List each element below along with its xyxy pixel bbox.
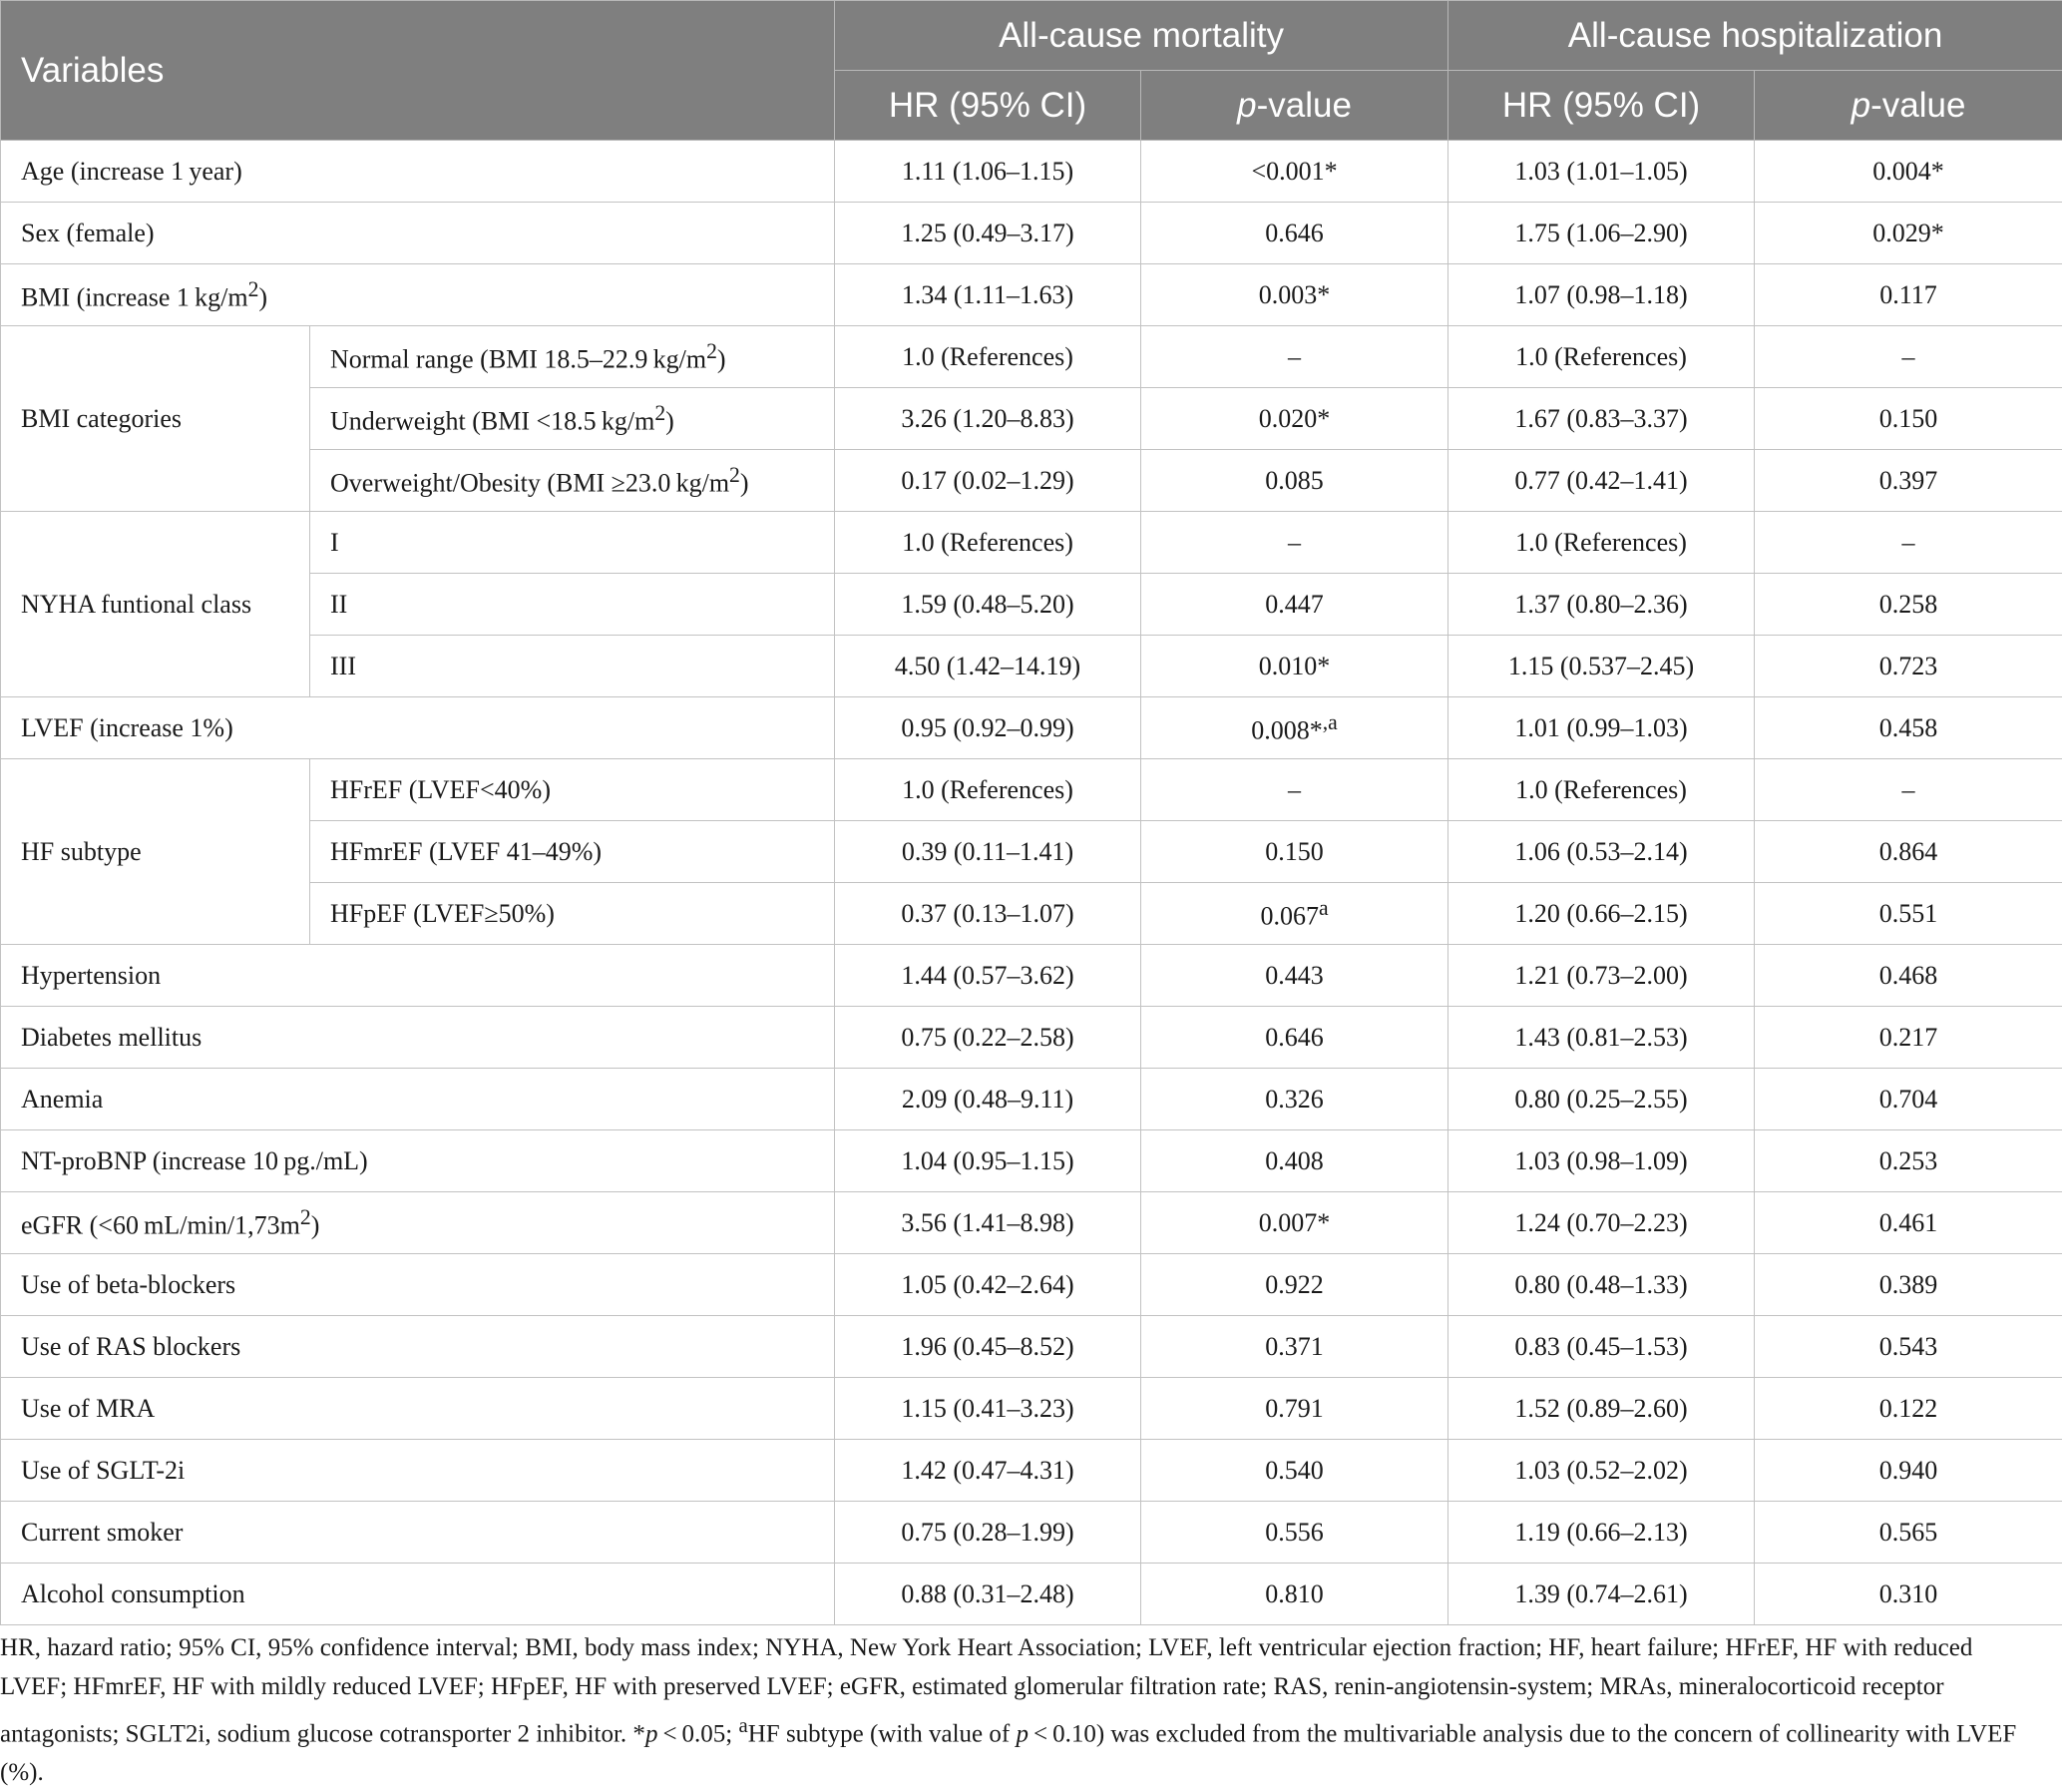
mortality-p-cell: 0.646 xyxy=(1141,203,1448,264)
mortality-hr-cell: 1.15 (0.41–3.23) xyxy=(835,1378,1141,1440)
table-row xyxy=(1,883,2062,945)
hospitalization-hr-cell: 1.67 (0.83–3.37) xyxy=(1448,388,1755,450)
mortality-group-header: All-cause mortality xyxy=(835,1,1448,71)
row-label: Overweight/Obesity (BMI ≥23.0 $kg/m^2$) xyxy=(310,450,835,512)
mortality-hr-cell: 1.59 (0.48–5.20) xyxy=(835,574,1141,636)
mortality-hr-cell: 1.04 (0.95–1.15) xyxy=(835,1130,1141,1192)
mortality-hr-header: HR (95% CI) xyxy=(835,71,1141,141)
group-label: HF subtype xyxy=(1,759,310,945)
hospitalization-hr-cell: 0.80 (0.25–2.55) xyxy=(1448,1069,1755,1130)
table-row xyxy=(1,1069,2062,1130)
mortality-hr-cell: 3.26 (1.20–8.83) xyxy=(835,388,1141,450)
mortality-hr-cell: 1.96 (0.45–8.52) xyxy=(835,1316,1141,1378)
row-label: Use of MRA xyxy=(1,1378,835,1440)
row-label: Use of RAS blockers xyxy=(1,1316,835,1378)
mortality-hr-cell: 0.95 (0.92–0.99) xyxy=(835,697,1141,759)
hospitalization-p-cell: 0.029* xyxy=(1755,203,2062,264)
row-label: LVEF (increase 1%) xyxy=(1,697,835,759)
mortality-hr-cell: 1.25 (0.49–3.17) xyxy=(835,203,1141,264)
mortality-hr-cell: 0.75 (0.22–2.58) xyxy=(835,1007,1141,1069)
mortality-hr-cell: 1.11 (1.06–1.15) xyxy=(835,141,1141,203)
row-label: Sex (female) xyxy=(1,203,835,264)
hospitalization-p-cell: 0.122 xyxy=(1755,1378,2062,1440)
hospitalization-p-cell: 0.864 xyxy=(1755,821,2062,883)
mortality-p-cell: 0.556 xyxy=(1141,1502,1448,1564)
mortality-p-cell: 0.085 xyxy=(1141,450,1448,512)
mortality-p-cell: <0.001* xyxy=(1141,141,1448,203)
table-row xyxy=(1,450,2062,512)
hospitalization-hr-cell: 1.20 (0.66–2.15) xyxy=(1448,883,1755,945)
table-row xyxy=(1,1192,2062,1254)
table-row xyxy=(1,636,2062,697)
mortality-p-cell: 0.150 xyxy=(1141,821,1448,883)
hospitalization-p-cell: 0.940 xyxy=(1755,1440,2062,1502)
hospitalization-p-cell: 0.004* xyxy=(1755,141,2062,203)
mortality-p-cell: 0.067$^a$ xyxy=(1141,883,1448,945)
hospitalization-hr-cell: 0.80 (0.48–1.33) xyxy=(1448,1254,1755,1316)
table-row xyxy=(1,141,2062,203)
mortality-hr-cell: 1.05 (0.42–2.64) xyxy=(835,1254,1141,1316)
hospitalization-p-cell: 0.461 xyxy=(1755,1192,2062,1254)
hospitalization-p-header: p-value xyxy=(1755,71,2062,141)
mortality-p-cell: 0.008*$^{,a}$ xyxy=(1141,697,1448,759)
hospitalization-hr-cell: 1.0 (References) xyxy=(1448,512,1755,574)
hospitalization-p-cell: 0.258 xyxy=(1755,574,2062,636)
row-label: HFrEF (LVEF<40%) xyxy=(310,759,835,821)
mortality-hr-cell: 0.37 (0.13–1.07) xyxy=(835,883,1141,945)
mortality-hr-cell: 0.39 (0.11–1.41) xyxy=(835,821,1141,883)
hospitalization-p-cell: 0.704 xyxy=(1755,1069,2062,1130)
table-row xyxy=(1,697,2062,759)
mortality-p-cell: 0.646 xyxy=(1141,1007,1448,1069)
hospitalization-p-cell: – xyxy=(1755,512,2062,574)
hospitalization-hr-cell: 1.43 (0.81–2.53) xyxy=(1448,1007,1755,1069)
row-label: Normal range (BMI 18.5–22.9 $kg/m^2$) xyxy=(310,326,835,388)
mortality-p-cell: – xyxy=(1141,759,1448,821)
table-row xyxy=(1,1254,2062,1316)
mortality-p-cell: 0.810 xyxy=(1141,1564,1448,1625)
row-label: Use of SGLT-2i xyxy=(1,1440,835,1502)
table-row xyxy=(1,512,2062,574)
mortality-hr-cell: 0.75 (0.28–1.99) xyxy=(835,1502,1141,1564)
mortality-p-cell: 0.003* xyxy=(1141,264,1448,326)
hospitalization-p-cell: 0.389 xyxy=(1755,1254,2062,1316)
mortality-p-cell: 0.540 xyxy=(1141,1440,1448,1502)
table-row xyxy=(1,264,2062,326)
row-label: NT-proBNP (increase 10 pg./mL) xyxy=(1,1130,835,1192)
hospitalization-hr-cell: 0.83 (0.45–1.53) xyxy=(1448,1316,1755,1378)
mortality-hr-cell: 1.0 (References) xyxy=(835,759,1141,821)
row-label: III xyxy=(310,636,835,697)
variables-header: Variables xyxy=(1,1,835,141)
group-label: NYHA funtional class xyxy=(1,512,310,697)
row-label: Use of beta-blockers xyxy=(1,1254,835,1316)
mortality-p-cell: 0.007* xyxy=(1141,1192,1448,1254)
table-row xyxy=(1,1502,2062,1564)
row-label: HFpEF (LVEF≥50%) xyxy=(310,883,835,945)
table-row xyxy=(1,1130,2062,1192)
mortality-p-cell: 0.408 xyxy=(1141,1130,1448,1192)
hospitalization-p-cell: – xyxy=(1755,759,2062,821)
hospitalization-hr-cell: 1.52 (0.89–2.60) xyxy=(1448,1378,1755,1440)
hospitalization-p-cell: 0.543 xyxy=(1755,1316,2062,1378)
hospitalization-group-header: All-cause hospitalization xyxy=(1448,1,2062,71)
table-row xyxy=(1,759,2062,821)
mortality-p-header: p-value xyxy=(1141,71,1448,141)
mortality-hr-cell: 1.42 (0.47–4.31) xyxy=(835,1440,1141,1502)
mortality-hr-cell: 1.0 (References) xyxy=(835,512,1141,574)
table-row xyxy=(1,1378,2062,1440)
row-label: Underweight (BMI <18.5 $kg/m^2$) xyxy=(310,388,835,450)
table-row xyxy=(1,326,2062,388)
mortality-p-cell: 0.020* xyxy=(1141,388,1448,450)
mortality-hr-cell: 1.34 (1.11–1.63) xyxy=(835,264,1141,326)
table-row xyxy=(1,1316,2062,1378)
hospitalization-p-cell: 0.397 xyxy=(1755,450,2062,512)
hospitalization-p-cell: 0.551 xyxy=(1755,883,2062,945)
row-label: eGFR (<60 $mL/\min/1,73m^2$) xyxy=(1,1192,835,1254)
hospitalization-p-cell: 0.310 xyxy=(1755,1564,2062,1625)
mortality-hr-cell: 2.09 (0.48–9.11) xyxy=(835,1069,1141,1130)
hospitalization-p-cell: 0.217 xyxy=(1755,1007,2062,1069)
hospitalization-hr-header: HR (95% CI) xyxy=(1448,71,1755,141)
mortality-p-cell: 0.371 xyxy=(1141,1316,1448,1378)
table-footnote: HR, hazard ratio; 95% CI, 95% confidence interval; BMI, body mass index; NYHA, New York Heart Association; LVEF, left ventricular ejection fraction; HF, heart failure; HFrEF, HF with reduced LVEF; HFmrEF, HF with mildly reduced LVEF; HFpEF, HF with preserved LVEF; eGFR, estimated glomerular filtration rate; RAS, renin-angiotensin-system; MRAs, mineralocorticoid receptor antagonists; SGLT2i, sodium glucose cotransporter 2 inhibitor. *p < 0.05; $^a$HF subtype (with value of p < 0.10) was excluded from the multivariable analysis due to the concern of collinearity with LVEF (%). xyxy=(0,1628,2045,1792)
table-row xyxy=(1,574,2062,636)
row-label: Age (increase 1 year) xyxy=(1,141,835,203)
mortality-hr-cell: 1.0 (References) xyxy=(835,326,1141,388)
hospitalization-hr-cell: 1.15 (0.537–2.45) xyxy=(1448,636,1755,697)
group-label: BMI categories xyxy=(1,326,310,512)
mortality-hr-cell: 4.50 (1.42–14.19) xyxy=(835,636,1141,697)
hospitalization-hr-cell: 1.03 (0.52–2.02) xyxy=(1448,1440,1755,1502)
table-row xyxy=(1,1440,2062,1502)
row-label: BMI (increase 1 $kg/m^2$) xyxy=(1,264,835,326)
hospitalization-p-cell: 0.150 xyxy=(1755,388,2062,450)
table-row xyxy=(1,388,2062,450)
hospitalization-p-cell: 0.117 xyxy=(1755,264,2062,326)
hospitalization-hr-cell: 1.24 (0.70–2.23) xyxy=(1448,1192,1755,1254)
row-label: I xyxy=(310,512,835,574)
row-label: II xyxy=(310,574,835,636)
table-row xyxy=(1,1007,2062,1069)
hospitalization-p-cell: 0.458 xyxy=(1755,697,2062,759)
hospitalization-hr-cell: 0.77 (0.42–1.41) xyxy=(1448,450,1755,512)
table-row xyxy=(1,821,2062,883)
row-label: Hypertension xyxy=(1,945,835,1007)
mortality-p-cell: 0.326 xyxy=(1141,1069,1448,1130)
hospitalization-hr-cell: 1.07 (0.98–1.18) xyxy=(1448,264,1755,326)
hospitalization-hr-cell: 1.03 (0.98–1.09) xyxy=(1448,1130,1755,1192)
table-row xyxy=(1,1564,2062,1625)
hospitalization-hr-cell: 1.39 (0.74–2.61) xyxy=(1448,1564,1755,1625)
row-label: Alcohol consumption xyxy=(1,1564,835,1625)
hospitalization-hr-cell: 1.0 (References) xyxy=(1448,326,1755,388)
hospitalization-hr-cell: 1.03 (1.01–1.05) xyxy=(1448,141,1755,203)
row-label: Anemia xyxy=(1,1069,835,1130)
hospitalization-p-cell: 0.468 xyxy=(1755,945,2062,1007)
mortality-hr-cell: 3.56 (1.41–8.98) xyxy=(835,1192,1141,1254)
hospitalization-p-cell: 0.253 xyxy=(1755,1130,2062,1192)
mortality-p-cell: 0.447 xyxy=(1141,574,1448,636)
hospitalization-hr-cell: 1.21 (0.73–2.00) xyxy=(1448,945,1755,1007)
mortality-hr-cell: 1.44 (0.57–3.62) xyxy=(835,945,1141,1007)
mortality-hr-cell: 0.88 (0.31–2.48) xyxy=(835,1564,1141,1625)
mortality-hr-cell: 0.17 (0.02–1.29) xyxy=(835,450,1141,512)
mortality-p-cell: 0.922 xyxy=(1141,1254,1448,1316)
hospitalization-hr-cell: 1.0 (References) xyxy=(1448,759,1755,821)
mortality-p-cell: – xyxy=(1141,326,1448,388)
table-row xyxy=(1,203,2062,264)
hospitalization-p-cell: 0.723 xyxy=(1755,636,2062,697)
row-label: Diabetes mellitus xyxy=(1,1007,835,1069)
hospitalization-hr-cell: 1.01 (0.99–1.03) xyxy=(1448,697,1755,759)
row-label: Current smoker xyxy=(1,1502,835,1564)
mortality-p-cell: 0.010* xyxy=(1141,636,1448,697)
hospitalization-hr-cell: 1.06 (0.53–2.14) xyxy=(1448,821,1755,883)
hospitalization-hr-cell: 1.37 (0.80–2.36) xyxy=(1448,574,1755,636)
hospitalization-hr-cell: 1.75 (1.06–2.90) xyxy=(1448,203,1755,264)
row-label: HFmrEF (LVEF 41–49%) xyxy=(310,821,835,883)
mortality-p-cell: – xyxy=(1141,512,1448,574)
table-row xyxy=(1,945,2062,1007)
mortality-p-cell: 0.791 xyxy=(1141,1378,1448,1440)
hospitalization-hr-cell: 1.19 (0.66–2.13) xyxy=(1448,1502,1755,1564)
mortality-p-cell: 0.443 xyxy=(1141,945,1448,1007)
hospitalization-p-cell: 0.565 xyxy=(1755,1502,2062,1564)
hospitalization-p-cell: – xyxy=(1755,326,2062,388)
